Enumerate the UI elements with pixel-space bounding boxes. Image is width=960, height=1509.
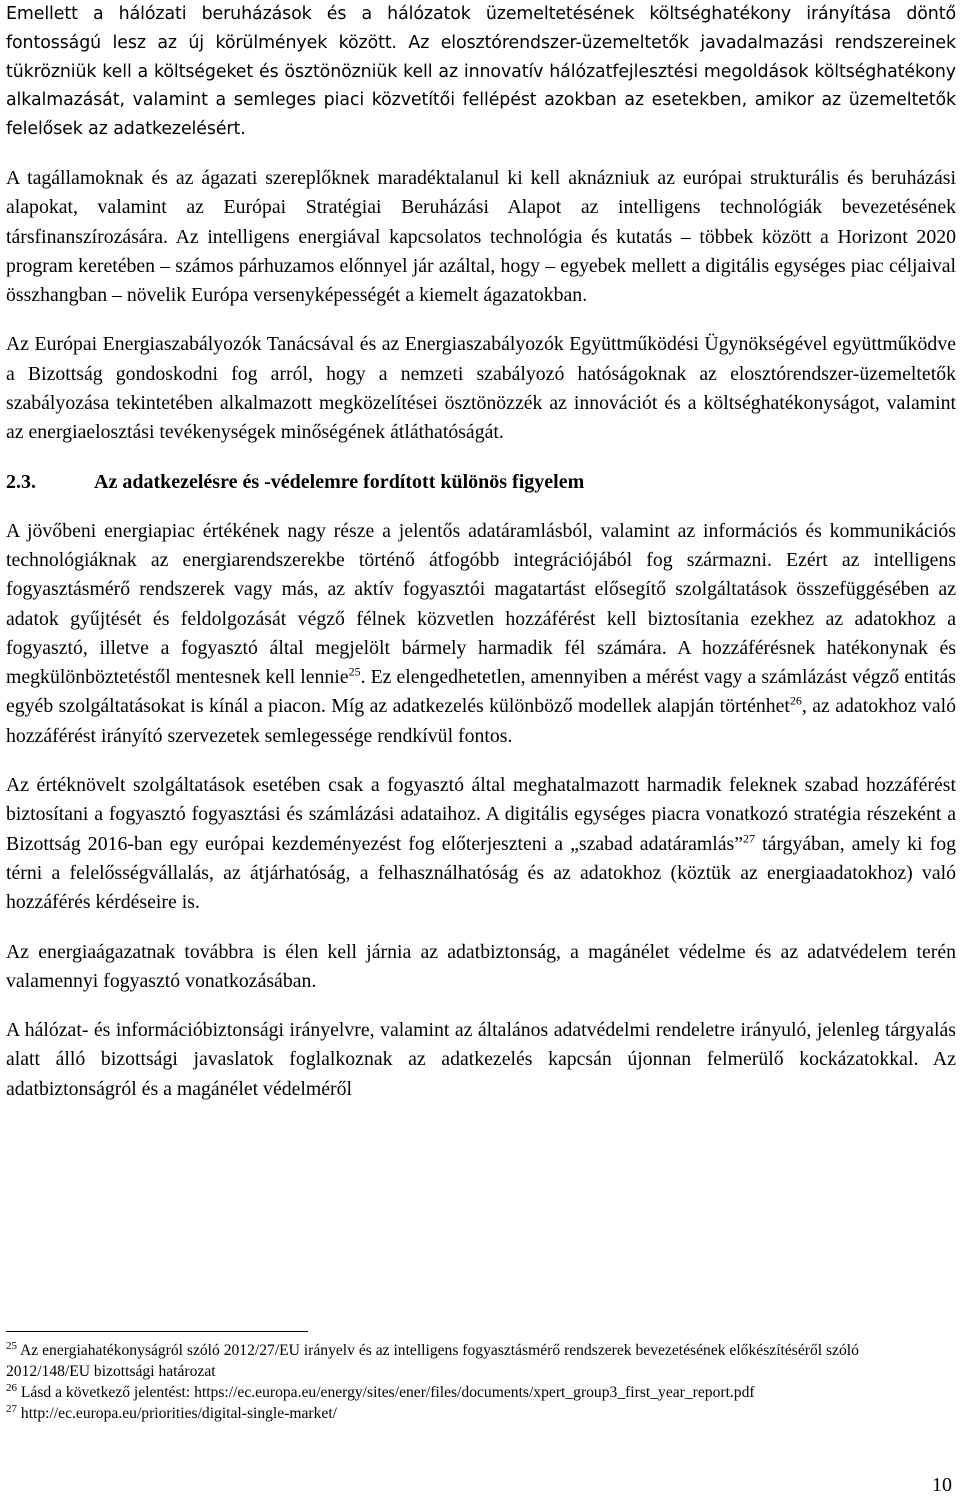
footnote-item xyxy=(6,1382,936,1403)
footnote-text: Az energiahatékonyságról szóló 2012/27/EU irányelv és az intelligens fogyasztásmérő rendszerek bevezetésének előkészítéséről szóló 2012/148/EU bizottsági határozat xyxy=(6,1342,859,1380)
paragraph-text: . Ez elengedhetetlen, amennyiben a mérést vagy a számlázást végző entitás egyéb szolgáltatásokat is kínál a piacon. Míg az adatkezelés különböző modellek alapján történhet xyxy=(6,666,956,718)
footnote-number: 27 xyxy=(6,1402,17,1415)
paragraph-member-states-funding: A tagállamoknak és az ágazati szereplőknek maradéktalanul ki kell aknázniuk az európai strukturális és beruházási alapokat, valamint az Európai Stratégiai Beruházási Alapot az intelligens technológiák bevezetésének társfinanszírozására. Az intelligens energiával kapcsolatos technológia és kutatás – többek között a Horizont 2020 program keretében – számos párhuzamos előnnyel jár azáltal, hogy – egyebek mellett a digitális egységes piac céljaival összhangban – növelik Európa versenyképességét a kiemelt ágazatokban. xyxy=(6,166,956,307)
paragraph-text: tárgyában, amely ki fog térni a felelősségvállalás, az átjárhatóság, a felhasználhatóság és az adatokhoz (köztük az energiaadatokhoz) való hozzáférés kérdéseire is. xyxy=(6,832,956,914)
footnote-text[interactable]: http://ec.europa.eu/priorities/digital-single-market/ xyxy=(17,1405,338,1422)
paragraph-data-flow xyxy=(6,517,956,751)
footnote-reference[interactable]: 27 xyxy=(743,831,756,846)
paragraph-nis-directive: A hálózat- és információbiztonsági irányelvre, valamint az általános adatvédelmi rendeletre irányuló, jelenleg tárgyalás alatt álló bizottsági javaslatok foglalkoznak az adatkezelés kapcsán újonnan felmerülő kockázatokkal. Az adatbiztonságról és a magánélet védelméről xyxy=(6,1019,956,1100)
paragraph-text: Az értéknövelt szolgáltatások esetében csak a fogyasztó által meghatalmazott harmadik feleknek szabad hozzáférést biztosítani a fogyasztó fogyasztási és számlázási adataihoz. A digitális egységes piacra vonatkozó stratégia részeként a Bizottság 2016-ban egy európai kezdeményezést fog előterjeszteni a „szabad adatáramlás” xyxy=(6,774,956,855)
paragraph-network-investment: Emellett a hálózati beruházások és a hálózatok üzemeltetésének költséghatékony irányítása döntő fontosságú lesz az új körülmények között. Az elosztórendszer-üzemeltetők javadalmazási rendszereinek tükrözniük kell a költségeket és ösztönözniük kell az innovatív hálózatfejlesztési megoldások költséghatékony alkalmazását, valamint a semleges piaci közvetítői fellépést azokban az esetekben, amikor az üzemeltetők felelősek az adatkezelésért. xyxy=(6,4,956,140)
page-number: 10 xyxy=(932,1474,952,1496)
section-heading xyxy=(6,468,956,497)
footnote-separator xyxy=(6,1331,308,1332)
paragraph-text: , az adatokhoz való hozzáférést irányító szervezetek semlegessége rendkívül fontos. xyxy=(6,695,957,747)
footnote-reference[interactable]: 25 xyxy=(348,664,361,679)
footnote-number: 25 xyxy=(6,1339,17,1352)
section-number: 2.3. xyxy=(6,470,36,493)
footnote-reference[interactable]: 26 xyxy=(789,693,802,708)
paragraph-regulators-cooperation: Az Európai Energiaszabályozók Tanácsával és az Energiaszabályozók Együttműködési Ügynökségével együttműködve a Bizottság gondoskodni fog arról, hogy a nemzeti szabályozó hatóságoknak az elosztórendszer-üzemeltetők szabályozása tekintetében alkalmazott megközelítései ösztönözzék az innovációt és a költséghatékonyságot, valamint az energiaelosztási tevékenységek minőségének átláthatóságát. xyxy=(6,333,956,444)
document-page xyxy=(6,0,956,1104)
footnote-number: 26 xyxy=(6,1381,17,1394)
section-title: Az adatkezelésre és -védelemre fordított különös figyelem xyxy=(94,470,585,493)
footnote-item xyxy=(6,1403,936,1424)
paragraph-value-added-services xyxy=(6,771,956,917)
footnote-item xyxy=(6,1340,936,1382)
footnotes xyxy=(6,1340,936,1424)
paragraph-text: A jövőbeni energiapiac értékének nagy része a jelentős adatáramlásból, valamint az információs és kommunikációs technológiáknak az energiarendszerekbe történő átfogóbb integrációjából fog származni. Ezért az intelligens fogyasztásmérő rendszerek vagy más, az aktív fogyasztói magatartást elősegítő szolgáltatások összefüggésében az adatok gyűjtését és feldolgozását végző félnek közvetlen hozzáférést kell biztosítania ezekhez az adatokhoz a fogyasztó, illetve a fogyasztó által megjelölt bármely harmadik fél számára. A hozzáférésnek hatékonynak és megkülönböztetéstől mentesnek kell lennie xyxy=(6,519,956,689)
paragraph-data-security: Az energiaágazatnak továbbra is élen kell járnia az adatbiztonság, a magánélet védelme és az adatvédelem terén valamennyi fogyasztó vonatkozásában. xyxy=(6,940,956,992)
footnote-text[interactable]: Lásd a következő jelentést: https://ec.europa.eu/energy/sites/ener/files/documents/xpert_group3_first_year_report.pdf xyxy=(17,1384,755,1401)
